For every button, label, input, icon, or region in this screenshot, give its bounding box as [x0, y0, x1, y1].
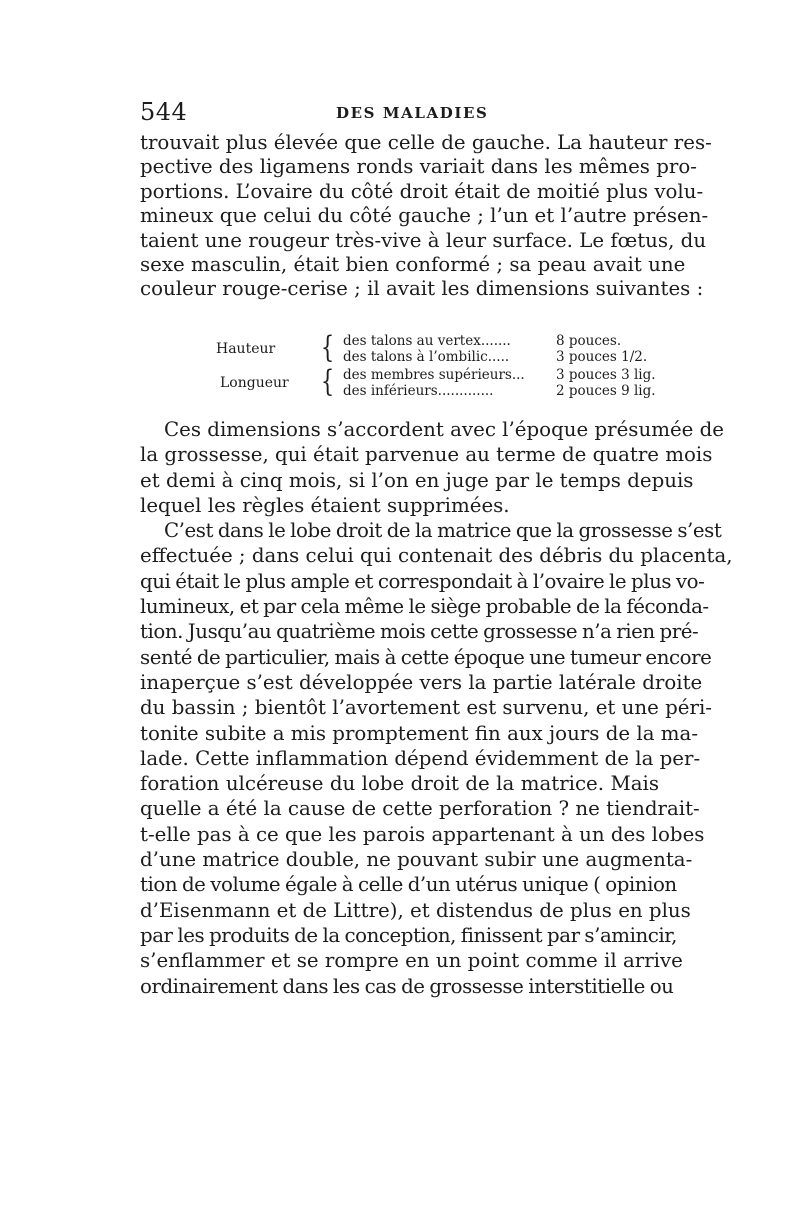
text-line: pective des ligamens ronds variait dans les mêmes pro-	[140, 155, 697, 179]
dimension-group-longueur	[140, 364, 659, 399]
page-number: 544	[140, 98, 188, 126]
text-line: sexe masculin, était bien conformé ; sa peau avait une	[140, 252, 686, 276]
dimension-value: 3 pouces 1/2.	[556, 349, 648, 365]
text-line: tion de volume égale à celle d’un utérus unique ( opinion	[140, 873, 677, 897]
text-line: couleur rouge-cerise ; il avait les dimensions suivantes :	[140, 277, 704, 301]
dimension-desc: des inférieurs.............	[343, 383, 494, 399]
brace-glyph: {	[320, 330, 335, 365]
text-line: du bassin ; bientôt l’avortement est survenu, et une péri-	[140, 696, 712, 720]
dimension-row	[343, 383, 659, 399]
text-line: inaperçue s’est développée vers la partie latérale droite	[140, 670, 703, 694]
text-line: lade. Cette inflammation dépend évidemment de la per-	[140, 746, 701, 770]
text-line: senté de particulier, mais à cette époque une tumeur encore	[140, 645, 712, 669]
text-line: d’une matrice double, ne pouvant subir une augmenta-	[140, 848, 693, 872]
text-line: d’Eisenmann et de Littre), et distendus de plus en plus	[140, 898, 691, 922]
text-line: t-elle pas à ce que les parois appartenant à un des lobes	[140, 822, 705, 846]
text-line: lumineux, et par cela même le siège probable de la féconda-	[140, 595, 709, 619]
text-line: et demi à cinq mois, si l’on en juge par le temps depuis	[140, 468, 694, 492]
dimension-value: 2 pouces 9 lig.	[556, 383, 656, 399]
dimension-label: Hauteur	[216, 341, 276, 357]
running-head: DES MALADIES	[336, 104, 489, 122]
text-line: qui était le plus ample et correspondait à l’ovaire le plus vo-	[140, 569, 705, 593]
text-line: s’enflammer et se rompre en un point comme il arrive	[140, 949, 683, 973]
dimension-desc: des talons au vertex.......	[343, 333, 511, 349]
dimension-value: 8 pouces.	[556, 333, 622, 349]
text-line: effectuée ; dans celui qui contenait des débris du placenta,	[140, 544, 733, 568]
dimension-value: 3 pouces 3 lig.	[556, 367, 656, 383]
text-line: portions. L’ovaire du côté droit était de moitié plus volu-	[140, 179, 704, 203]
text-line: taient une rougeur très-vive à leur surface. Le fœtus, du	[140, 228, 707, 252]
text-line: foration ulcéreuse du lobe droit de la matrice. Mais	[140, 772, 659, 796]
text-line: quelle a été la cause de cette perforation ? ne tiendrait-	[140, 797, 700, 821]
text-line: tion. Jusqu’au quatrième mois cette grossesse n’a rien pré-	[140, 620, 699, 644]
dimension-group-hauteur	[140, 330, 659, 365]
dimensions-table	[140, 330, 659, 403]
text-line: Ces dimensions s’accordent avec l’époque présumée de	[164, 418, 725, 441]
text-line: lequel les règles étaient supprimées.	[140, 493, 510, 517]
brace-glyph: {	[320, 364, 335, 399]
dimension-row	[343, 349, 659, 365]
dimension-row	[343, 367, 659, 383]
text-line: ordinairement dans les cas de grossesse interstitielle ou	[140, 974, 674, 998]
text-line: mineux que celui du côté gauche ; l’un et l’autre présen-	[140, 204, 709, 228]
dimension-desc: des talons à l’ombilic.....	[343, 349, 510, 365]
dimension-desc: des membres supérieurs...	[343, 367, 525, 383]
text-line: trouvait plus élevée que celle de gauche. La hauteur res-	[140, 131, 712, 154]
dimension-row	[343, 333, 659, 349]
page-header	[140, 98, 660, 128]
text-line: tonite subite a mis promptement fin aux jours de la ma-	[140, 721, 699, 745]
text-line: par les produits de la conception, finissent par s’amincir,	[140, 923, 677, 947]
paragraphs-2-3	[140, 417, 733, 999]
dimension-label: Longueur	[220, 375, 289, 391]
text-line: la grossesse, qui était parvenue au terme de quatre mois	[140, 443, 713, 467]
paragraph-1	[140, 131, 712, 302]
text-line: C’est dans le lobe droit de la matrice que la grossesse s’est	[164, 519, 722, 543]
